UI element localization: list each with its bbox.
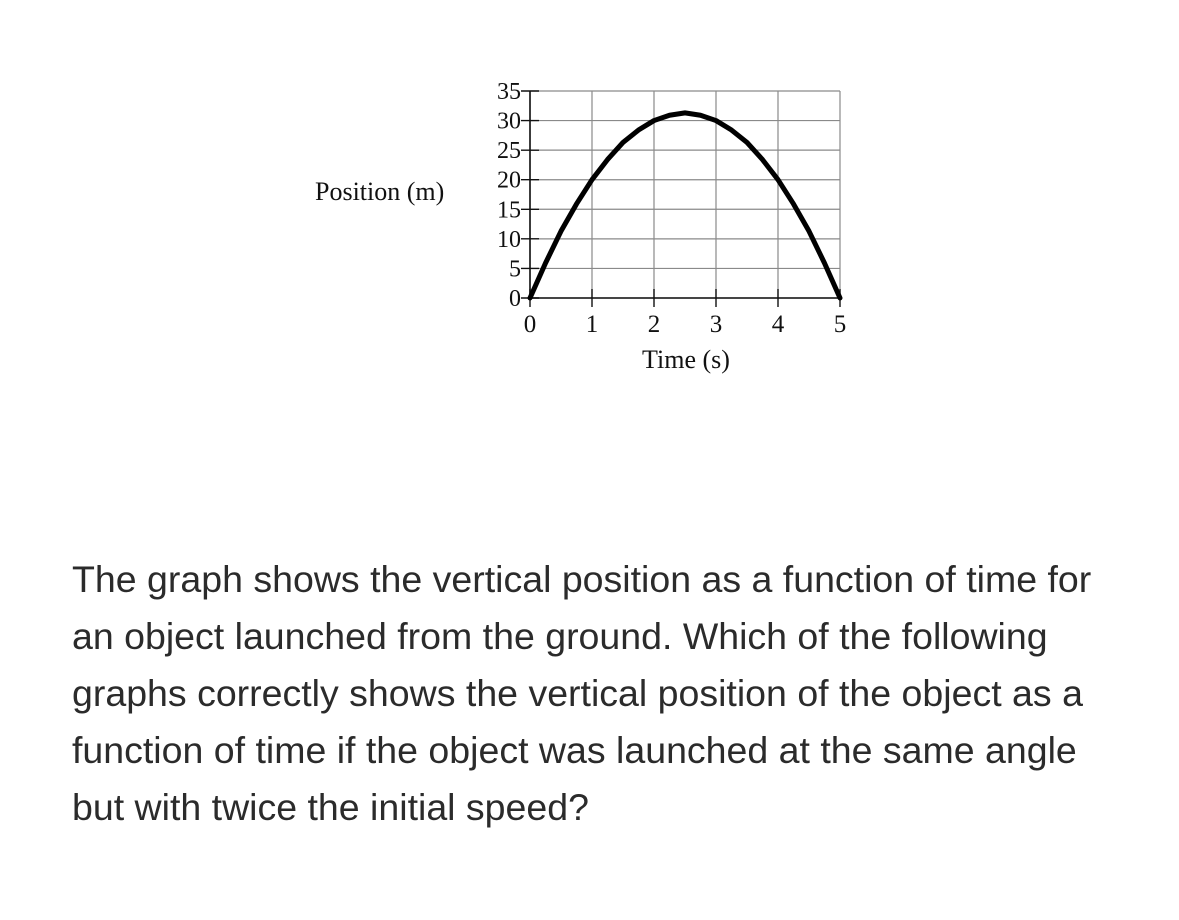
x-tick-label: 1 xyxy=(585,311,599,338)
y-tick-label: 10 xyxy=(497,226,521,253)
x-tick-label: 5 xyxy=(833,311,847,338)
question-text: The graph shows the vertical position as a function of time for an object launched from the ground. Which of the following graphs correctly shows the vertical position of the object as a function of time if the object was launched at the same angle but with twice the initial speed? xyxy=(72,558,1092,828)
x-tick-label: 3 xyxy=(709,311,723,338)
y-tick-label: 20 xyxy=(497,167,521,194)
y-tick-label: 35 xyxy=(497,79,521,105)
x-tick-label: 0 xyxy=(523,311,537,338)
x-tick-label: 4 xyxy=(771,311,785,338)
y-tick-label: 25 xyxy=(497,138,521,165)
y-tick-label: 0 xyxy=(509,286,521,312)
y-axis-label: Position (m) xyxy=(315,177,445,206)
y-tick-label: 15 xyxy=(497,197,521,224)
grid xyxy=(530,91,840,298)
x-axis-label: Time (s) xyxy=(642,345,730,374)
y-tick-label: 30 xyxy=(497,108,521,135)
series-layer xyxy=(530,113,840,298)
axes xyxy=(530,91,840,298)
x-tick-label: 2 xyxy=(647,311,661,338)
y-tick-label: 5 xyxy=(509,256,521,283)
series-line xyxy=(530,113,840,298)
chart-svg xyxy=(0,0,1179,420)
position-time-chart xyxy=(0,0,1179,420)
